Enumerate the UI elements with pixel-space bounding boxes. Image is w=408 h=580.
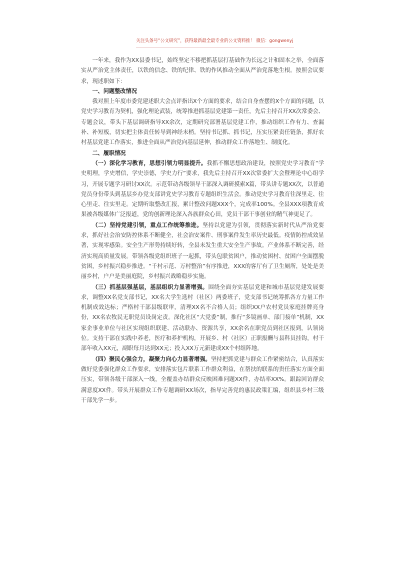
section-2-title: （二）坚持党建引领，重点工作统筹推进。 xyxy=(92,222,203,229)
heading-problem-rectification: 一、问题整改情况 xyxy=(92,88,137,95)
section-4-body: 坚持把抓党建与群众工作紧密结合，认真落实做好党委强化群众工作要求，安排落实包片联系工作群众利益，在帮扶的联系的贵任落实方面全面压实，带领各级干部深入一线，全覆盖办结群众反映困难问题XX件，办结率XX%。跟踪回访群众满意度XX件。带头开展群众工作专题调研XX场次，指导完善党的惠民政策汇编，组织县乡村三级干部先学一步。 xyxy=(81,356,324,404)
document-body xyxy=(81,56,324,406)
section-3-body: 围绕全面夯实基层党建和城市基层党建发展要求，调整XX名党支部书记，XX名大学生选村（社区）两委班子，党支部书记统筹抓各方力量工作机制成效达标；严格村干部县级联审，清理XX名不合格人员；组织XX户农村党员家庭挂牌亮身份，XX名农牧民无职党员设岗定责。深化社区“大党委”制，推行“多镜画单、部门接单”机制，XX家企事业单位与社区实现组织联建、活动联办、资源共享，XX余名在职党员到社区报到，认领岗位。支持干部在实践中养老，医疗和养护机构，开展乡、村（社区）正职报酬与县科员挂钩，村干部年收入XX元，副职每月达到XX元；投入XX万元新建成XX个村组阵地。 xyxy=(81,284,324,353)
section-4-paragraph xyxy=(81,355,324,406)
intro-paragraph: 一年来，我作为XX县委书记，始终坚定不移把抓基层打基础作为长远之计和固本之举，全面落实从严治党主体责任，以铁的信念、铁的纪律、铁的作风推动全面从严治党落地生根。按照会议要求，现述职如下： xyxy=(81,58,324,85)
promo-banner: 关注头条号“公文研究”，获得最新最全最专业的公文资料推！ 微信：gongwenyj xyxy=(136,37,294,48)
section-1-title: （一）深化学习教育，思想引领力明显提升。 xyxy=(92,160,207,167)
rectification-paragraph: 我对照上年度市委党建述职大会点评指出X个方面的要求，结合自身查摆的X个方面的问题，以党史学习教育为契机，强化理论武装，统筹推进抓基层党建第一责任，先后主持召开XX次常委会、专题会议，带头下基层调研指导XX余次，定期研究部署基层党建工作，推动组织工作有力、查漏补、补短板，切实把主体责任转导到神经末梢。坚持书记抓、抓书记，压实压紧责任链条，抓好农村基层党建工作落实，推进全面从严治党向基层延伸，推动群众工作落地生、制度化。 xyxy=(81,99,324,147)
section-2-body: 坚持以党建为引领，贯彻落实新时代从严治党要求，抓好社会治安防控体系不断健全，社会治安案件、刑事案件发生率历史最低。疫情防控成效显著，实现零感染。安全生产形势持续好转，全县未发生重大安全生产事故。产业体系不断完善，经济实现高质量发展。带领各级党组织班子一起抓，带头包联贫困户，推动贫困村、贫困户全面摆脱贫困，乡村振兴稳步推进。“千村示范、万村整治”有序推进，XXX的客厅有了卫生厕所，处处是美丽乡村，户户是美丽庭院，乡村振兴战略稳步实施。 xyxy=(81,222,324,281)
section-2-paragraph xyxy=(81,221,324,283)
section-3-paragraph xyxy=(81,283,324,355)
section-3-title: （三）抓基层强基层，基层组织力显著增强。 xyxy=(92,284,209,291)
section-1-body: 我抓不懈思想政治建设，按照党史学习教育“学史明理，学史增信，学史崇德，学史力行”要求，我先后主持召开XX次常委扩大会暨理论中心组学习，开展专题学习研讨XX次。示范带动各级领导干部深入调研摸索X篇，带头讲专题XX次，以普通党员身份带头到基层乡办党支部讲党史学习教育专题组织生活会。推动党史学习教育往深里走、往心里走、往实里走。定期听取整改汇报，累计整改问题XXX个，完成率100%。全县XXX项教育成果被各级媒体广泛报道，党的创新理论深入各族群众心田，党员干部干事创业的精气神更足了。 xyxy=(81,160,324,219)
section-1-paragraph xyxy=(81,159,324,221)
heading-duty-performance: 二、履职情况 xyxy=(92,150,126,157)
section-4-title: （四）聚民心强合力，凝聚力向心力显著增强。 xyxy=(92,356,211,363)
